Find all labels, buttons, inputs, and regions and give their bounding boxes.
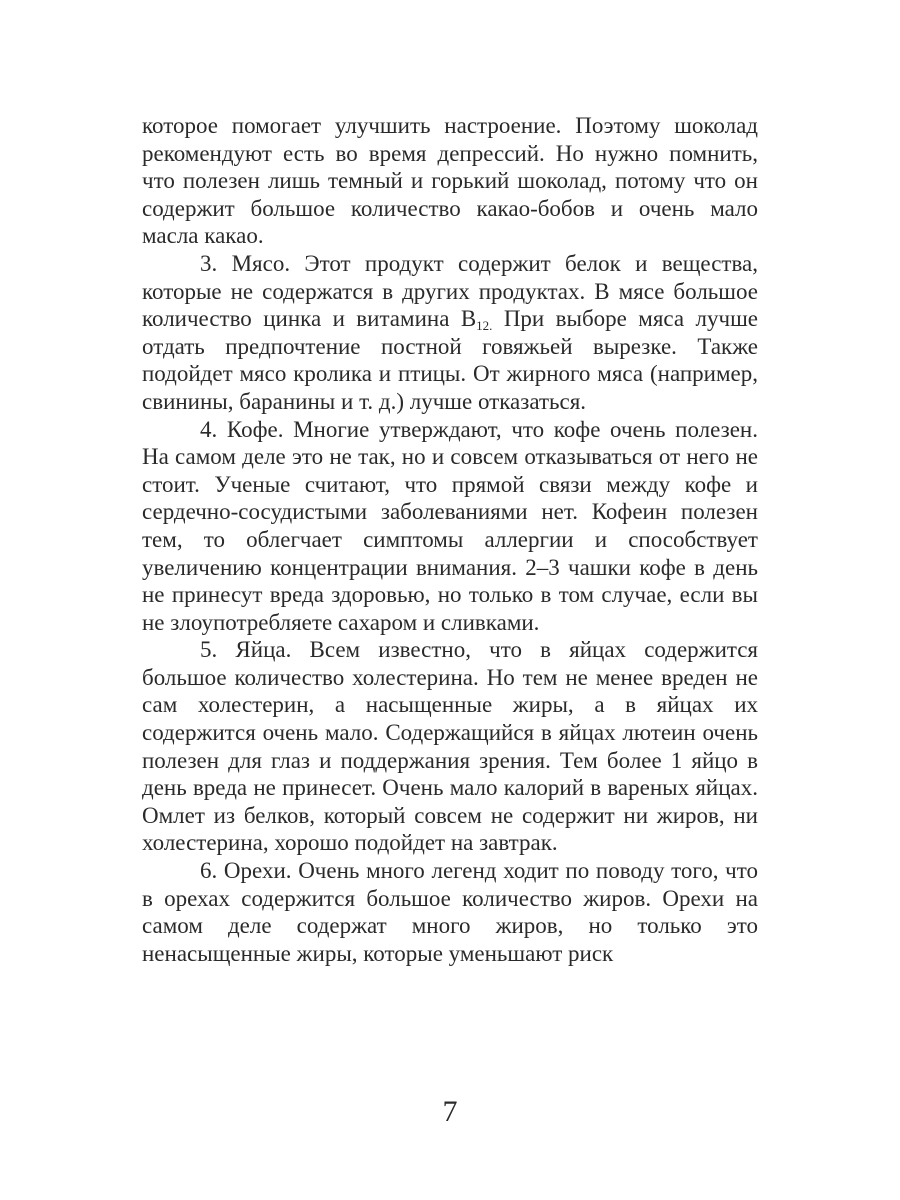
body-text [142,112,758,967]
paragraph-chocolate-continued: которое помогает улучшить настроение. Поэтому шоколад рекомендуют есть во время депрессий. Но нужно помнить, что полезен лишь темный и горький шоколад, потому что он содержит большое количество какао-бобов и очень мало масла какао. [142,113,758,249]
page-number: 7 [442,1095,458,1128]
paragraph-coffee: 4. Кофе. Многие утверждают, что кофе очень полезен. На самом деле это не так, но и совсем отказываться от него не стоит. Ученые считают, что прямой связи между кофе и сердечно-сосудистыми заболеваниями нет. Кофеин полезен тем, то облегчает симптомы аллергии и способствует увеличению концентрации внимания. 2–3 чашки кофе в день не принесут вреда здоровью, но только в том случае, если вы не злоупотребляете сахаром и сливками. [142,416,758,635]
paragraph-nuts: 6. Орехи. Очень много легенд ходит по поводу того, что в орехах содержится большое количество жиров. Орехи на самом деле содержат много жиров, но только это ненасыщенные жиры, которые уменьшают риск [142,858,758,966]
paragraph-meat [142,250,758,416]
vitamin-subscript: 12. [476,318,493,334]
paragraph-meat-text-start: 3. Мясо. Этот продукт содержит белок и вещества, которые не содержатся в других продуктах. В мясе большое количество цинка и витамина В [142,250,758,332]
paragraph-eggs: 5. Яйца. Всем известно, что в яйцах содержится большое количество холестерина. Но тем не менее вреден не сам холестерин, а насыщенные жиры, а в яйцах их содержится очень мало. Содержащийся в яйцах лютеин очень полезен для глаз и поддержания зрения. Тем более 1 яйцо в день вреда не принесет. Очень мало калорий в вареных яйцах. Омлет из белков, который совсем не содержит ни жиров, ни холестерина, хорошо подойдет на завтрак. [142,637,758,856]
paragraph-meat-text-end: При выборе мяса лучше отдать предпочтение постной говяжьей вырезке. Также подойдет мясо кролика и птицы. От жирного мяса (например, свинины, баранины и т. д.) лучше отказаться. [142,306,758,414]
